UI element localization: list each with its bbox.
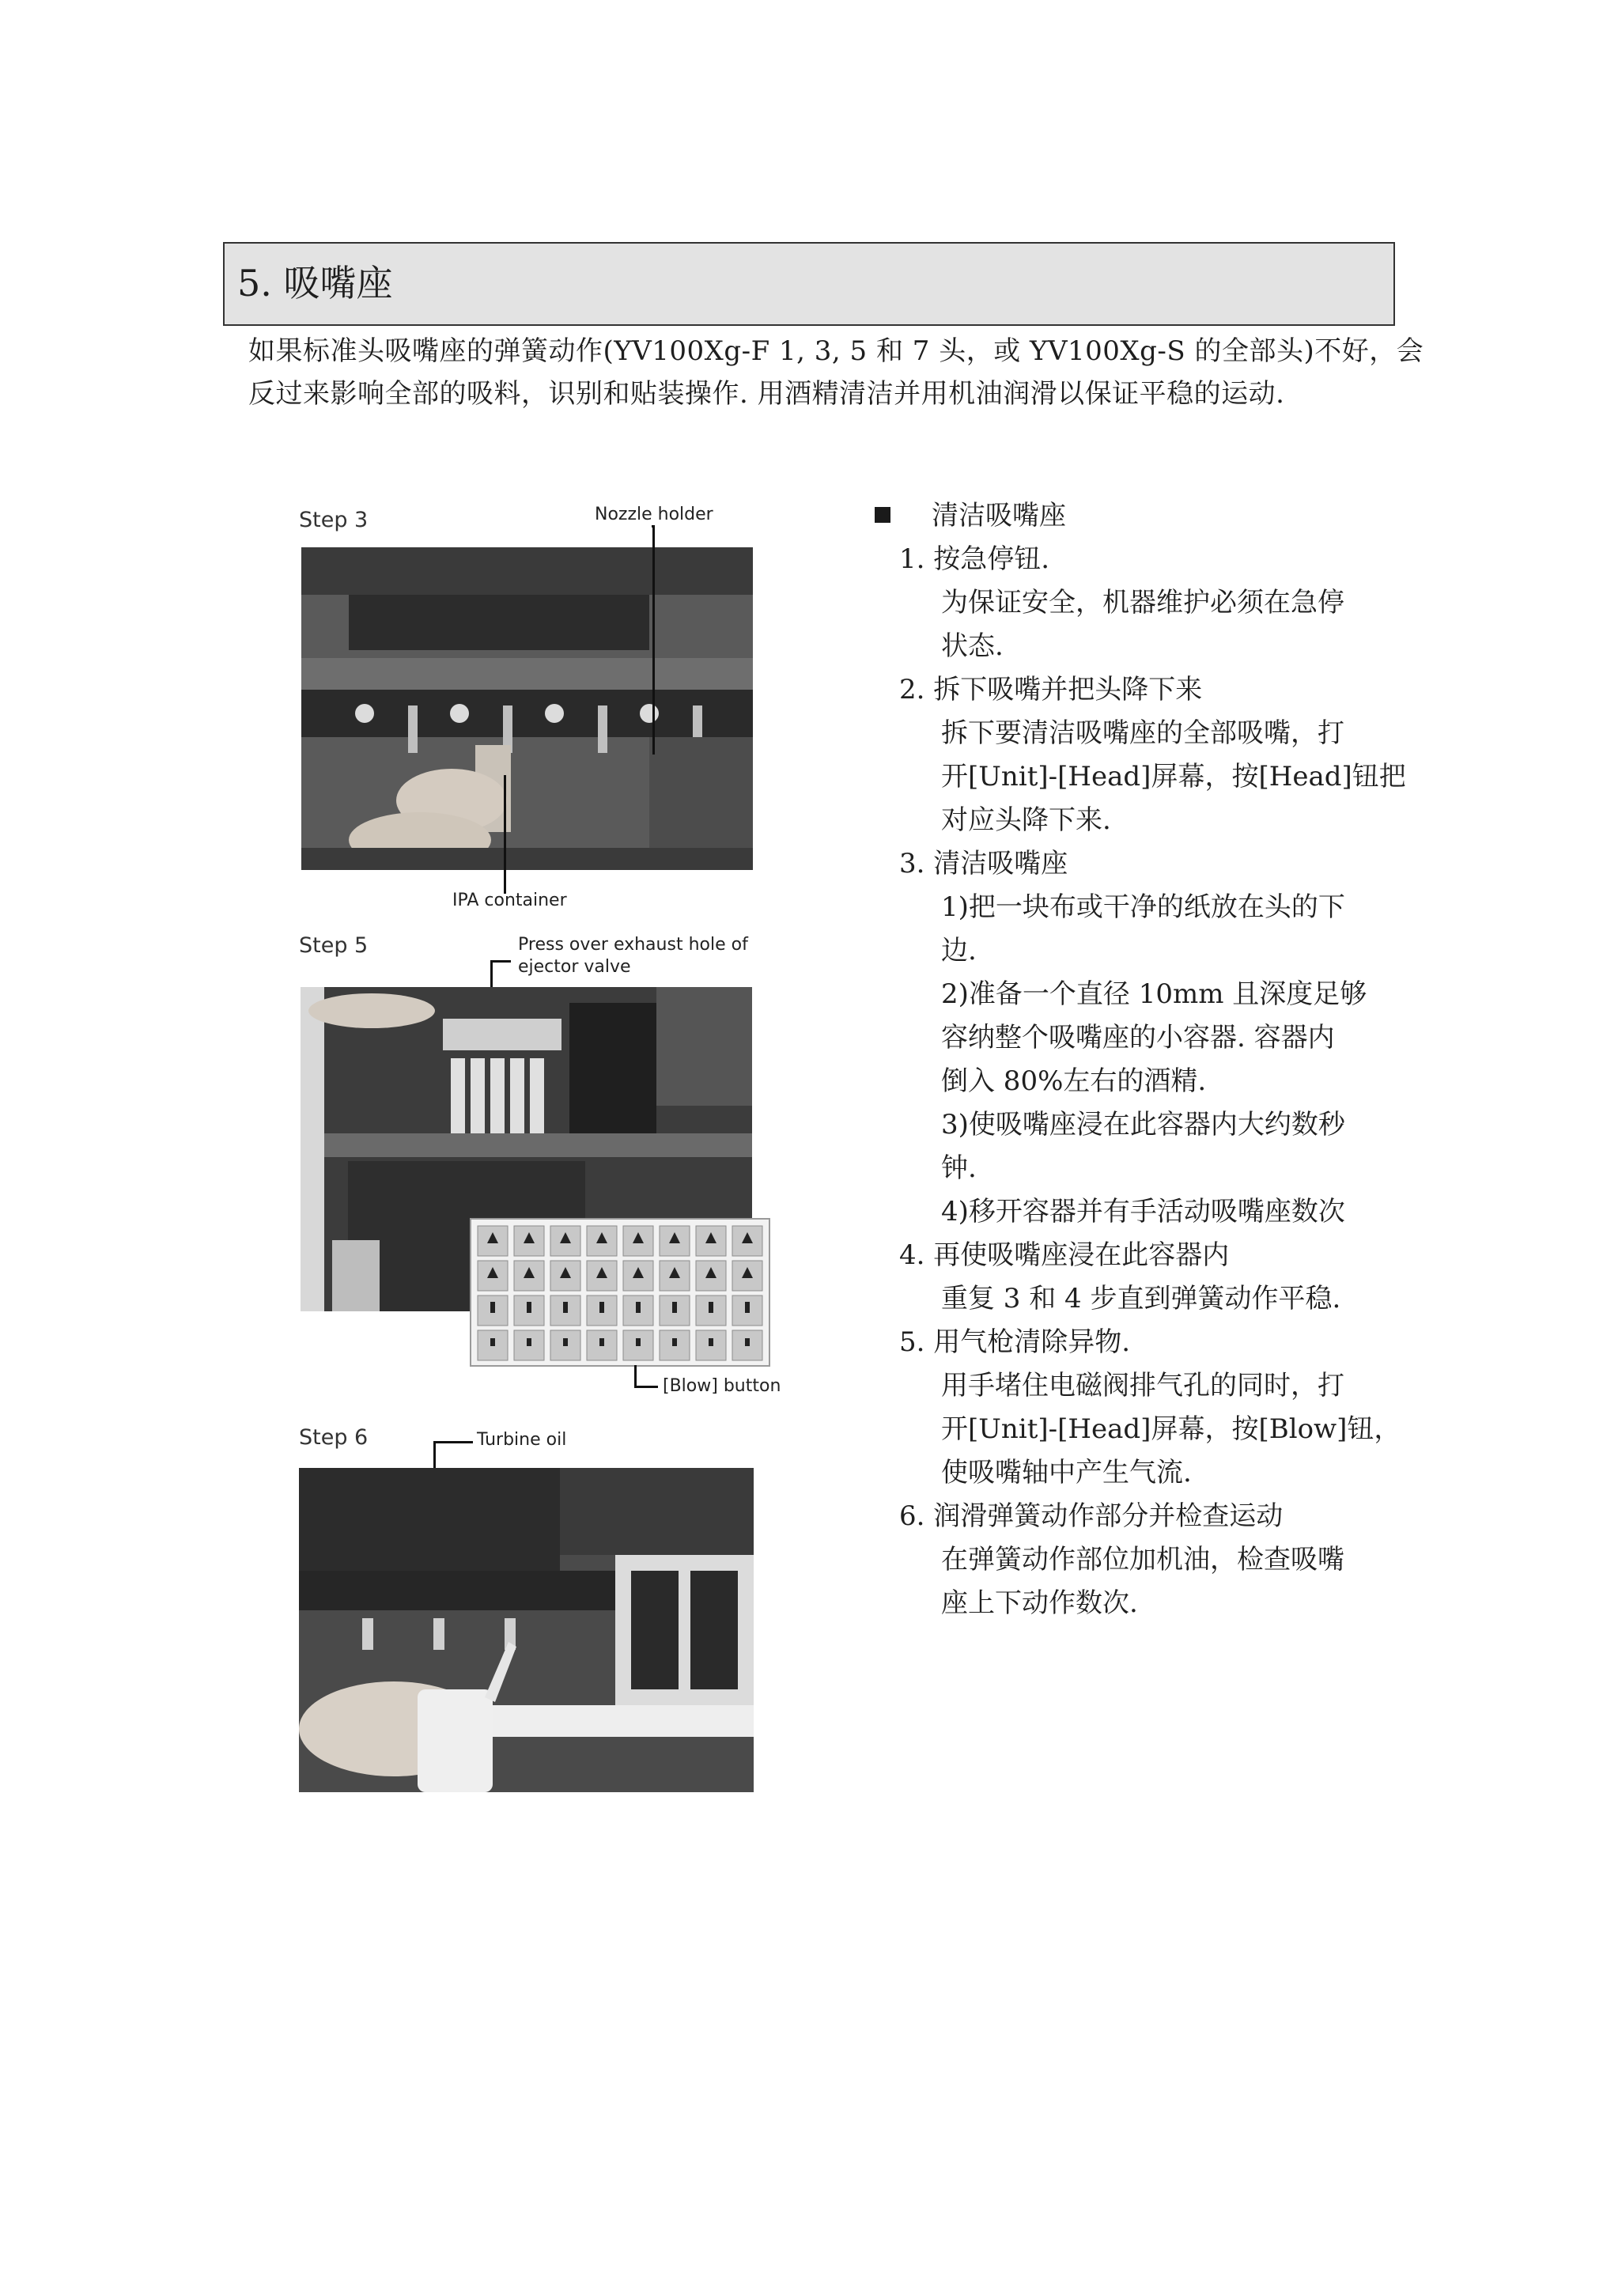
section-header-box	[223, 242, 1395, 326]
step-4-title: 4. 再使吸嘴座浸在此容器内	[899, 1239, 1230, 1271]
section-title: 5. 吸嘴座	[237, 262, 393, 304]
step-2-title: 2. 拆下吸嘴并把头降下来	[899, 674, 1203, 705]
ipa-container-leader	[504, 775, 506, 894]
step-3-text: 容纳整个吸嘴座的小容器. 容器内	[941, 1022, 1335, 1053]
step-1-text: 状态.	[941, 630, 1004, 662]
blow-button-panel	[470, 1218, 770, 1367]
step-5-text: 使吸嘴轴中产生气流.	[941, 1457, 1192, 1488]
turbine-oil-leader-h	[433, 1441, 473, 1443]
step-6-text: 座上下动作数次.	[941, 1587, 1138, 1619]
step5-label: Step 5	[299, 933, 369, 958]
procedure-heading: 清洁吸嘴座	[932, 500, 1066, 531]
press-exhaust-caption-1: Press over exhaust hole of	[518, 935, 748, 955]
step-3-text: 2)准备一个直径 10mm 且深度足够	[941, 978, 1367, 1010]
step-6-title: 6. 润滑弹簧动作部分并检查运动	[899, 1500, 1284, 1532]
step-6-text: 在弹簧动作部位加机油，检查吸嘴	[941, 1544, 1344, 1575]
blow-button-leader-v	[634, 1365, 637, 1387]
step-3-text: 钟.	[941, 1152, 977, 1184]
step6-label: Step 6	[299, 1425, 369, 1450]
step3-label: Step 3	[299, 508, 369, 532]
step-3-text: 1)把一块布或干净的纸放在头的下	[941, 891, 1345, 923]
step-4-text: 重复 3 和 4 步直到弹簧动作平稳.	[941, 1283, 1341, 1314]
step-3-text: 倒入 80%左右的酒精.	[941, 1065, 1207, 1097]
step6-photo	[299, 1468, 754, 1792]
blow-button-caption: [Blow] button	[663, 1376, 781, 1396]
step-3-text: 4)移开容器并有手活动吸嘴座数次	[941, 1196, 1345, 1227]
step-1-text: 为保证安全，机器维护必须在急停	[941, 587, 1344, 618]
step-3-title: 3. 清洁吸嘴座	[899, 848, 1068, 879]
nozzle-holder-leader	[652, 525, 655, 755]
intro-line-2: 反过来影响全部的吸料，识别和贴装操作. 用酒精清洁并用机油润滑以保证平稳的运动.	[248, 378, 1285, 410]
step-5-title: 5. 用气枪清除异物.	[899, 1326, 1131, 1358]
press-exhaust-leader-h	[490, 960, 511, 963]
step-2-text: 开[Unit]-[Head]屏幕，按[Head]钮把	[941, 761, 1406, 792]
ipa-container-caption: IPA container	[452, 891, 567, 910]
turbine-oil-caption: Turbine oil	[477, 1430, 567, 1450]
step-1-title: 1. 按急停钮.	[899, 543, 1050, 575]
step-3-text: 3)使吸嘴座浸在此容器内大约数秒	[941, 1109, 1345, 1140]
step-2-text: 拆下要清洁吸嘴座的全部吸嘴，打	[941, 717, 1344, 749]
step-5-text: 开[Unit]-[Head]屏幕，按[Blow]钮，	[941, 1413, 1401, 1445]
step-5-text: 用手堵住电磁阀排气孔的同时，打	[941, 1370, 1344, 1401]
nozzle-holder-caption: Nozzle holder	[595, 505, 713, 524]
step-2-text: 对应头降下来.	[941, 804, 1111, 836]
step-3-text: 边.	[941, 935, 977, 966]
bullet-square-icon	[875, 507, 890, 523]
blow-button-leader-h	[634, 1386, 658, 1388]
step3-photo	[301, 547, 753, 870]
press-exhaust-caption-2: ejector valve	[518, 957, 631, 977]
intro-line-1: 如果标准头吸嘴座的弹簧动作(YV100Xg-F 1, 3, 5 和 7 头，或 YV100Xg-S 的全部头)不好，会	[248, 335, 1424, 367]
